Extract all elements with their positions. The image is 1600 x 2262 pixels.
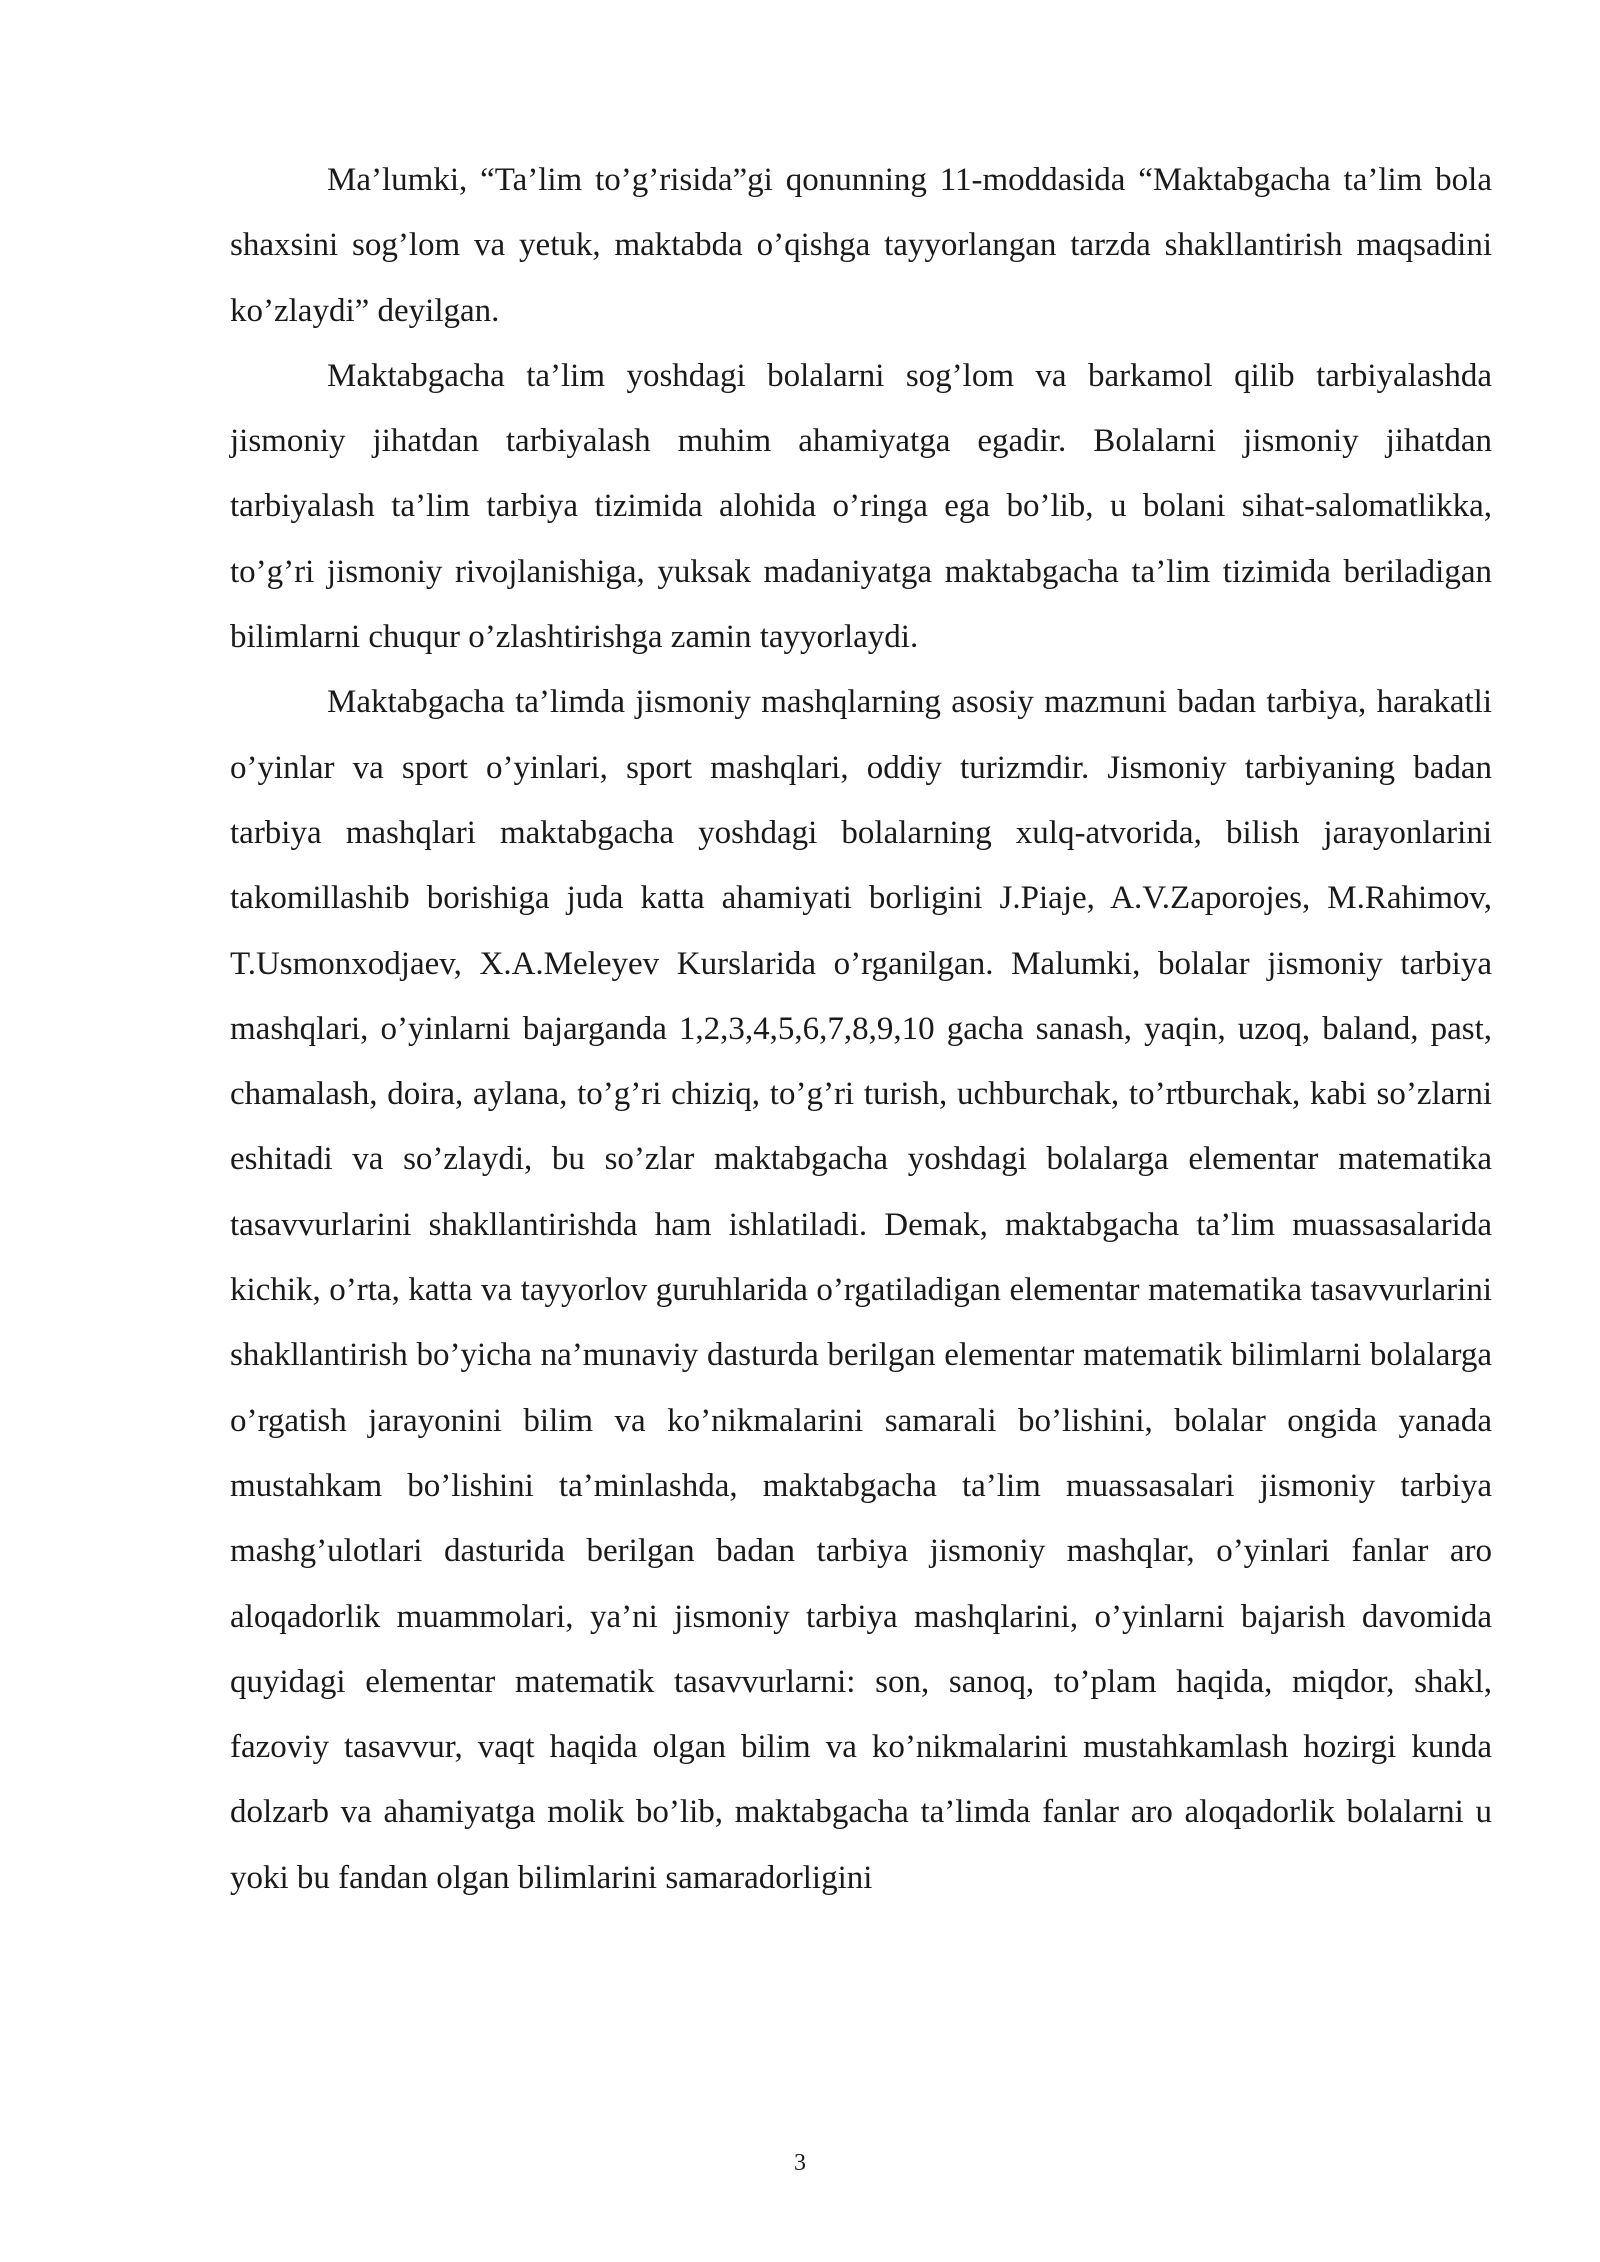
- document-body: [230, 148, 1492, 1911]
- paragraph-3: Maktabgacha ta’limda jismoniy mashqlarning asosiy mazmuni badan tarbiya, harakatli o’yinlar va sport o’yinlari, sport mashqlari, oddiy turizmdir. Jismoniy tarbiyaning badan tarbiya mashqlari maktabgacha yoshdagi bolalarning xulq-atvorida, bilish jarayonlarini takomillashib borishiga juda katta ahamiyati borligini J.Piaje, A.V.Zaporojes, M.Rahimov, T.Usmonxodjaev, X.A.Meleyev Kurslarida o’rganilgan. Malumki, bolalar jismoniy tarbiya mashqlari, o’yinlarni bajarganda 1,2,3,4,5,6,7,8,9,10 gacha sanash, yaqin, uzoq, baland, past, chamalash, doira, aylana, to’g’ri chiziq, to’g’ri turish, uchburchak, to’rtburchak, kabi so’zlarni eshitadi va so’zlaydi, bu so’zlar maktabgacha yoshdagi bolalarga elementar matematika tasavvurlarini shakllantirishda ham ishlatiladi. Demak, maktabgacha ta’lim muassasalarida kichik, o’rta, katta va tayyorlov guruhlarida o’rgatiladigan elementar matematika tasavvurlarini shakllantirish bo’yicha na’munaviy dasturda berilgan elementar matematik bilimlarni bolalarga o’rgatish jarayonini bilim va ko’nikmalarini samarali bo’lishini, bolalar ongida yanada mustahkam bo’lishini ta’minlashda, maktabgacha ta’lim muassasalari jismoniy tarbiya mashg’ulotlari dasturida berilgan badan tarbiya jismoniy mashqlar, o’yinlari fanlar aro aloqadorlik muammolari, ya’ni jismoniy tarbiya mashqlarini, o’yinlarni bajarish davomida quyidagi elementar matematik tasavvurlarni: son, sanoq, to’plam haqida, miqdor, shakl, fazoviy tasavvur, vaqt haqida olgan bilim va ko’nikmalarini mustahkamlash hozirgi kunda dolzarb va ahamiyatga molik bo’lib, maktabgacha ta’limda fanlar aro aloqadorlik bolalarni u yoki bu fandan olgan bilimlarini samaradorligini: [230, 684, 1492, 1896]
- paragraph-1: Ma’lumki, “Ta’lim to’g’risida”gi qonunning 11-moddasida “Maktabgacha ta’lim bola shaxsini sog’lom va yetuk, maktabda o’qishga tayyorlangan tarzda shakllantirish maqsadini ko’zlaydi” deyilgan.: [230, 162, 1492, 329]
- page-number: 3: [794, 2150, 806, 2176]
- paragraph-2: Maktabgacha ta’lim yoshdagi bolalarni sog’lom va barkamol qilib tarbiyalashda jismoniy jihatdan tarbiyalash muhim ahamiyatga egadir. Bolalarni jismoniy jihatdan tarbiyalash ta’lim tarbiya tizimida alohida o’ringa ega bo’lib, u bolani sihat-salomatlikka, to’g’ri jismoniy rivojlanishiga, yuksak madaniyatga maktabgacha ta’lim tizimida beriladigan bilimlarni chuqur o’zlashtirishga zamin tayyorlaydi.: [230, 357, 1492, 656]
